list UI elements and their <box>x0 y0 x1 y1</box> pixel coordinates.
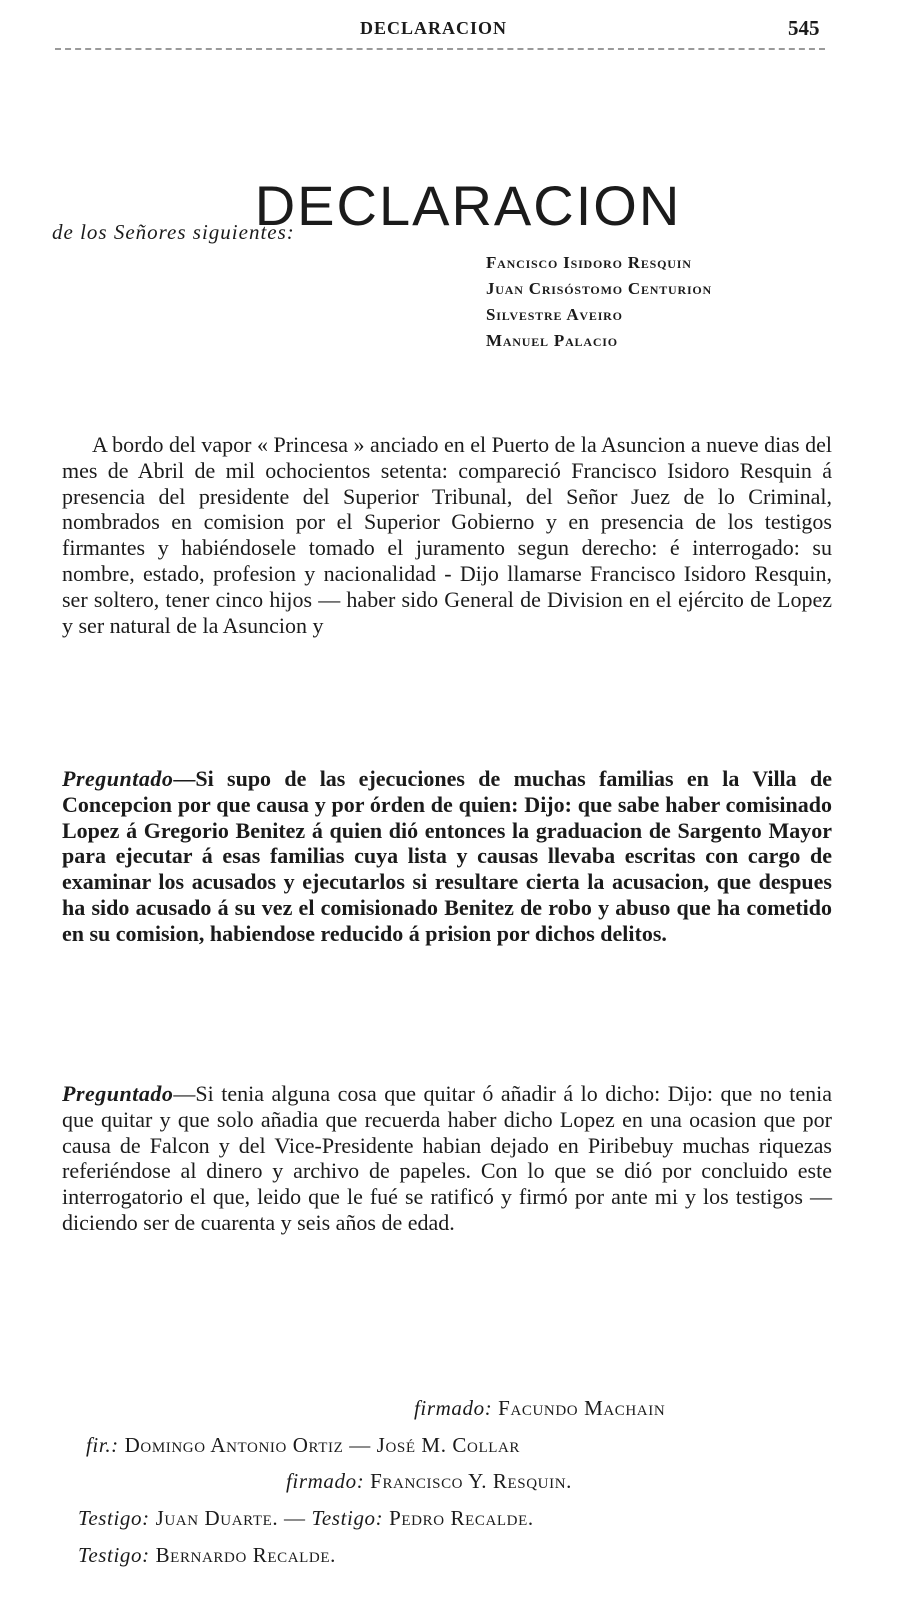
declarant-name: Fancisco Isidoro Resquin <box>486 253 692 272</box>
body-paragraph-intro: A bordo del vapor « Princesa » anciado en el Puerto de la Asuncion a nueve dias del mes de Abril de mil ochocientos setenta: compareció Francisco Isidoro Resquin á presencia del presidente del Superior Tribunal, del Señor Juez de lo Criminal, nombrados en comision por el Superior Gobierno y en presencia de los testigos firmantes y habiéndosele tomado el juramento segun derecho: é interrogado: su nombre, estado, profesion y nacionalidad - Dijo llamarse Francisco Isidoro Resquin, ser soltero, tener cinco hijos — haber sido General de Division en el ejército de Lopez y ser natural de la Asuncion y <box>62 432 832 638</box>
signature-name: Francisco Y. Resquin. <box>370 1469 572 1493</box>
document-subtitle: de los Señores siguientes: <box>52 220 295 244</box>
signature-label: firmado: <box>414 1396 493 1420</box>
running-title: DECLARACION <box>360 18 508 38</box>
declarant-name: Manuel Palacio <box>486 331 618 350</box>
question-text: —Si supo de las ejecuciones de muchas familias en la Villa de Concepcion por que causa y por órden de quien: Dijo: que sabe haber comisinado Lopez á Gregorio Benitez á quien dió entonces la graduacion de Sargento Mayor para ejecutar á esas familias cuya lista y causas llevaba escritas con cargo de examinar los acusados y ejecutarlos si resultare cierta la acusacion, que despues ha sido acusado á su vez el comisionado Benitez de robo y abuso que ha cometido en su comision, habiendose reducido á prision por dichos delitos. <box>62 766 832 946</box>
header-rule <box>55 48 825 50</box>
document-title: DECLARACION <box>254 173 682 237</box>
signature-line <box>86 1433 520 1458</box>
declarant-name: Silvestre Aveiro <box>486 305 623 324</box>
witness-label: Testigo: <box>78 1543 150 1567</box>
witness-line <box>78 1506 534 1531</box>
witness-name: Pedro Recalde. <box>389 1506 534 1530</box>
declarant-name: Juan Crisóstomo Centurion <box>486 279 713 298</box>
signature-name: Facundo Machain <box>498 1396 666 1420</box>
running-header <box>0 16 900 44</box>
signature-line <box>414 1396 665 1421</box>
page-number: 545 <box>788 16 820 40</box>
signature-label: fir.: <box>86 1433 119 1457</box>
question-label: Preguntado <box>62 766 174 791</box>
witness-line <box>78 1543 336 1568</box>
witness-label: Testigo: <box>311 1506 384 1530</box>
body-paragraph-question-1 <box>62 766 832 947</box>
body-paragraph-question-2 <box>62 1081 832 1236</box>
signature-line <box>286 1469 572 1494</box>
question-label: Preguntado <box>62 1081 174 1106</box>
witness-label: Testigo: <box>78 1506 150 1530</box>
signature-name: Domingo Antonio Ortiz — José M. Collar <box>124 1433 521 1457</box>
signature-label: firmado: <box>286 1469 365 1493</box>
declarant-list <box>486 250 712 354</box>
witness-name: Bernardo Recalde. <box>155 1543 336 1567</box>
witness-name: Juan Duarte. — <box>155 1506 306 1530</box>
question-text: —Si tenia alguna cosa que quitar ó añadir á lo dicho: Dijo: que no tenia que quitar y que solo añadia que recuerda haber dicho Lopez en una ocasion que por causa de Falcon y del Vice-Presidente habian dejado en Piribebuy muchas riquezas referiéndose al dinero y archivo de papeles. Con lo que se dió por concluido este interrogatorio el que, leido que le fué se ratificó y firmó por ante mi y los testigos — diciendo ser de cuarenta y seis años de edad. <box>62 1081 832 1235</box>
